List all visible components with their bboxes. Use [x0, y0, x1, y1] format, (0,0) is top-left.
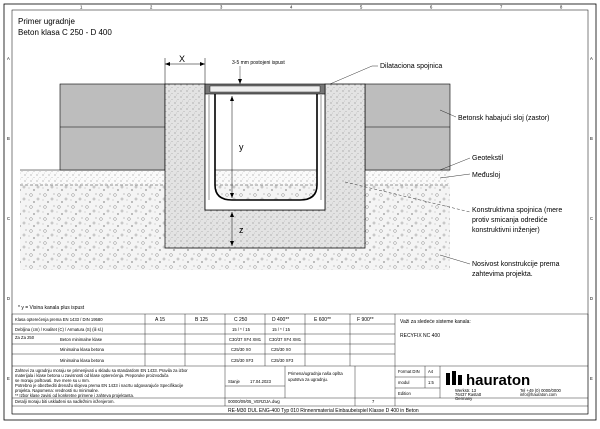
table-header-label: Klasa opterećenja prema EN 1433 / DIN 19580 — [15, 317, 103, 322]
concrete-bedding-texture — [165, 84, 365, 248]
drawing-title: Primer ugradnje — [18, 17, 75, 26]
address-2: 76437 Rastatt — [455, 392, 482, 397]
marker-col-1: 1 — [80, 4, 83, 10]
marker-col-5: 5 — [360, 4, 363, 10]
scale-label: modul — [398, 380, 410, 385]
address-1: Werkstr. 13 — [455, 388, 477, 393]
row1-label: Debljina (cm) / Kvalitet (C) / Armatura (S) (ili sl.) — [15, 327, 104, 332]
note-center-2: uputstva za ugradnju. — [288, 377, 329, 382]
note-center-1: Primena/ugradnja naša opšta — [288, 371, 343, 376]
dim-x-arrow-right — [200, 62, 205, 66]
row4-d: C25/30 XF3 — [271, 358, 294, 363]
page-number: 7 — [372, 399, 375, 404]
gap-arrow — [238, 79, 242, 84]
marker-row-b: B — [7, 136, 10, 141]
callout-nosivost-1: Nosivost konstrukcije prema — [472, 261, 560, 268]
marker-col-2: 2 — [150, 4, 153, 10]
marker-col-7: 7 — [500, 4, 503, 10]
note-line-3: se moraju poštovati. Sve mere su u mm. — [15, 378, 90, 383]
class-d400: D 400** — [272, 317, 290, 323]
callout-dilataciona: Dilataciona spojnica — [380, 63, 443, 70]
drawing-subtitle: Beton klasa C 250 - D 400 — [18, 28, 112, 37]
row2-c: C30/37 XF4 XM1 — [229, 337, 262, 342]
class-f900: F 900** — [357, 317, 374, 323]
marker-row-e-right: E — [590, 376, 593, 381]
dim-x-arrow-left — [165, 62, 170, 66]
note-line-9: Detalji moraju biti usklađeni sa nadležnim inženjerom. — [15, 399, 115, 404]
row1-c: 15 / * / 15 — [232, 327, 250, 332]
note-line-1: Zahtevi za ugradnju moraju se primenjivati u skladu sa standardom EN 1433. Pravila za izbor — [15, 368, 188, 373]
row2-label: Za Za 250 — [15, 335, 35, 340]
scale-value: 1:5 — [428, 380, 434, 385]
marker-row-b-right: B — [590, 136, 593, 141]
grating-top — [210, 86, 320, 92]
class-c250: C 250 — [234, 317, 248, 323]
class-e600: E 600** — [314, 317, 331, 323]
dim-z-label: z — [239, 225, 244, 235]
marker-row-e: E — [7, 376, 10, 381]
gap-label: 3-5 mm postojeni ispust — [232, 60, 285, 66]
file-code: 00000/09/05_VERZIJA.dwg — [228, 399, 280, 404]
callout-betonski-sloj: Betonsk habajući sloj (zastor) — [458, 115, 550, 122]
note-line-5: Potrebno je obezbediti drenažu slojeva prema EN 1433 i nacrtu odgovarajuće Specifikacije — [15, 383, 184, 388]
row2-sub: Beton minimalne klase — [60, 337, 103, 342]
format-label: Format DIN — [398, 369, 420, 374]
channel-label: Važi za sledeće sisteme kanala: — [400, 319, 471, 325]
brand-name: hauraton — [466, 372, 531, 389]
note-line-2: materijala i klase betona u zavisnosti od klase opterećenja. Preporuke proizvođača — [15, 373, 169, 378]
address-3: Germany — [455, 396, 473, 401]
format-value: A4 — [428, 369, 434, 374]
marker-row-a: A — [7, 56, 10, 61]
marker-col-8: 8 — [560, 4, 563, 10]
class-a15: A 15 — [155, 317, 166, 323]
row3-label: Minimalna klasa betona — [60, 347, 104, 352]
row3-d: C25/30 X0 — [271, 347, 291, 352]
note-line-8: ** Izbor klase zavisi od konkretne primene i zahteva projektanta. — [15, 393, 134, 398]
contact-2: info@hauraton.com — [520, 392, 557, 397]
row4-label: Minimalna klasa betona — [60, 358, 104, 363]
contact-1: Tel +49 (0) 0000/0000 — [520, 388, 561, 393]
footer-drawing-name: RE-M30 DUL ENG-400 Typ 010 Rinnenmaterial Einbaubeispiel Klasse D 400 in Beton — [228, 408, 419, 414]
callout-geotekstil: Geotekstil — [472, 155, 504, 162]
marker-col-3: 3 — [220, 4, 223, 10]
marker-row-a-right: A — [590, 56, 593, 61]
dim-x-label: X — [179, 54, 186, 64]
dim-y-label: y — [239, 142, 244, 152]
status-date: 17.04.2023 — [250, 379, 271, 384]
note-line-6: projekta. Napomena: vrednosti su minimalne. — [15, 388, 100, 393]
edition-label: Edition — [398, 391, 411, 396]
marker-row-c: C — [7, 216, 11, 221]
marker-col-4: 4 — [290, 4, 293, 10]
footnote: * y = Visina kanala plus ispust — [18, 305, 85, 311]
callout-konstruktivna-1: Konstruktivna spojnica (mere — [472, 207, 563, 214]
callout-konstruktivna-2: protiv smicanja odrediće — [472, 217, 548, 224]
callout-nosivost-2: zahtevima projekta. — [472, 271, 533, 278]
dim-y-arrow-top — [230, 96, 234, 101]
status-label: Stanje — [228, 379, 240, 384]
callout-medjusloj: Međusloj — [472, 172, 501, 179]
row3-c: C25/30 X0 — [231, 347, 251, 352]
callout-konstruktivna-3: konstruktivni inženjer) — [472, 227, 540, 234]
hauraton-logo — [446, 371, 530, 389]
row2-d: C30/37 XF4 XM1 — [269, 337, 302, 342]
marker-row-d-right: D — [590, 296, 594, 301]
marker-col-6: 6 — [430, 4, 433, 10]
row4-c: C25/30 XF3 — [231, 358, 254, 363]
marker-row-d: D — [7, 296, 11, 301]
row1-d: 15 / * / 15 — [272, 327, 290, 332]
class-b125: B 125 — [195, 317, 209, 323]
channel-value: RECYFIX NC 400 — [400, 333, 441, 339]
leader-dilataciona — [330, 66, 372, 84]
marker-row-c-right: C — [590, 216, 594, 221]
intermediate-layer-texture — [20, 170, 450, 185]
